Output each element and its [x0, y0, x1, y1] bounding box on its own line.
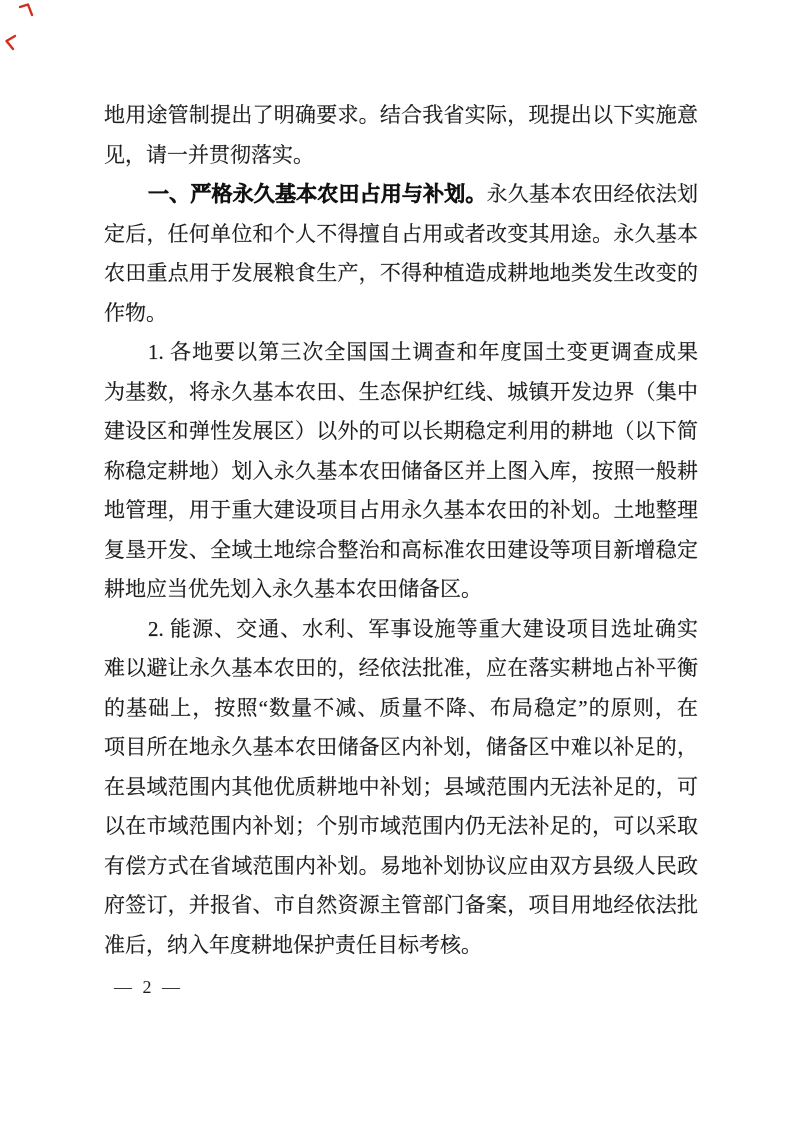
body-text: 地用途管制提出了明确要求。结合我省实际，现提出以下实施意 [104, 103, 698, 127]
text-line [104, 847, 698, 887]
text-line [104, 373, 698, 413]
section-heading-text: 一、严格永久基本农田占用与补划。 [148, 182, 487, 206]
text-line [104, 254, 698, 294]
text-line [104, 136, 698, 176]
body-text: 地管理，用于重大建设项目占用永久基本农田的补划。土地整理 [104, 498, 698, 522]
body-text: 为基数，将永久基本农田、生态保护红线、城镇开发边界（集中 [104, 379, 698, 404]
body-text: 准后，纳入年度耕地保护责任目标考核。 [104, 932, 482, 957]
body-text: 建设区和弹性发展区）以外的可以长期稳定利用的耕地（以下简 [104, 419, 698, 443]
text-line [104, 649, 698, 689]
text-line [104, 689, 698, 729]
text-line [104, 491, 698, 531]
text-line [104, 886, 698, 926]
body-text: 定后，任何单位和个人不得擅自占用或者改变其用途。永久基本 [104, 221, 698, 246]
text-line [104, 728, 698, 768]
body-text: 1. 各地要以第三次全国国土调查和年度国土变更调查成果 [148, 340, 698, 364]
text-line [104, 610, 698, 650]
page-number: — 2 — [114, 977, 183, 997]
body-text: 难以避让永久基本农田的，经依法批准，应在落实耕地占补平衡 [104, 656, 698, 680]
text-line [104, 175, 698, 215]
text-line [104, 294, 698, 334]
body-text: 以在市域范围内补划；个别市域范围内仍无法补足的，可以采取 [104, 814, 698, 838]
body-text: 在县域范围内其他优质耕地中补划；县域范围内无法补足的，可 [104, 774, 698, 799]
text-line [104, 926, 698, 966]
text-line [104, 807, 698, 847]
text-line [104, 570, 698, 610]
text-line [104, 768, 698, 808]
body-text: 有偿方式在省域范围内补划。易地补划协议应由双方县级人民政 [104, 853, 698, 878]
body-text: 称稳定耕地）划入永久基本农田储备区并上图入库，按照一般耕 [104, 458, 698, 483]
body-text: 2. 能源、交通、水利、军事设施等重大建设项目选址确实 [148, 616, 698, 641]
body-text: 农田重点用于发展粮食生产，不得种植造成耕地地类发生改变的 [104, 261, 698, 285]
body-text: 的基础上，按照“数量不减、质量不降、布局稳定”的原则，在 [104, 695, 698, 720]
body-text: 耕地应当优先划入永久基本农田储备区。 [104, 577, 482, 601]
body-text: 见，请一并贯彻落实。 [104, 142, 314, 167]
text-line [104, 333, 698, 373]
body-text: 项目所在地永久基本农田储备区内补划，储备区中难以补足的， [104, 735, 698, 759]
document-body [104, 96, 698, 965]
body-text: 永久基本农田经依法划 [486, 182, 699, 206]
body-text: 府签订，并报省、市自然资源主管部门备案，项目用地经依法批 [104, 893, 698, 917]
text-line [104, 531, 698, 571]
red-ink-mark-icon [18, 3, 35, 18]
body-text: 复垦开发、全域土地综合整治和高标准农田建设等项目新增稳定 [104, 537, 698, 562]
body-text: 作物。 [104, 300, 167, 325]
text-line [104, 96, 698, 136]
text-line [104, 412, 698, 452]
red-ink-mark-icon [3, 34, 18, 51]
text-line [104, 215, 698, 255]
text-line [104, 452, 698, 492]
